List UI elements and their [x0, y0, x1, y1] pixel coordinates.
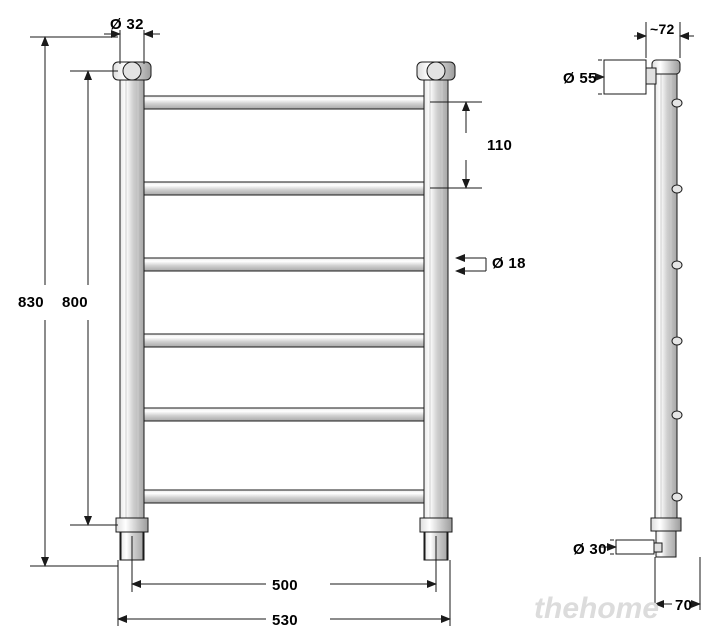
front-view [113, 62, 455, 560]
dimension-bottom-offset: 70 [675, 597, 693, 614]
dimension-top-connector-diameter: Ø 55 [563, 70, 597, 87]
dimension-side-depth: ~72 [650, 21, 675, 37]
side-view [604, 60, 682, 557]
dimension-tube-diameter: Ø 32 [110, 16, 144, 33]
dimension-bracket-height: 800 [62, 294, 88, 311]
rungs [144, 96, 424, 503]
watermark: thehome [534, 592, 660, 625]
dimension-rung-diameter: Ø 18 [492, 255, 526, 272]
dimension-inner-width: 500 [272, 577, 298, 594]
dimension-rung-spacing: 110 [487, 137, 513, 154]
dimension-overall-height: 830 [18, 294, 44, 311]
dimension-overall-width: 530 [272, 612, 298, 629]
dimension-bottom-connector-diameter: Ø 30 [573, 541, 607, 558]
